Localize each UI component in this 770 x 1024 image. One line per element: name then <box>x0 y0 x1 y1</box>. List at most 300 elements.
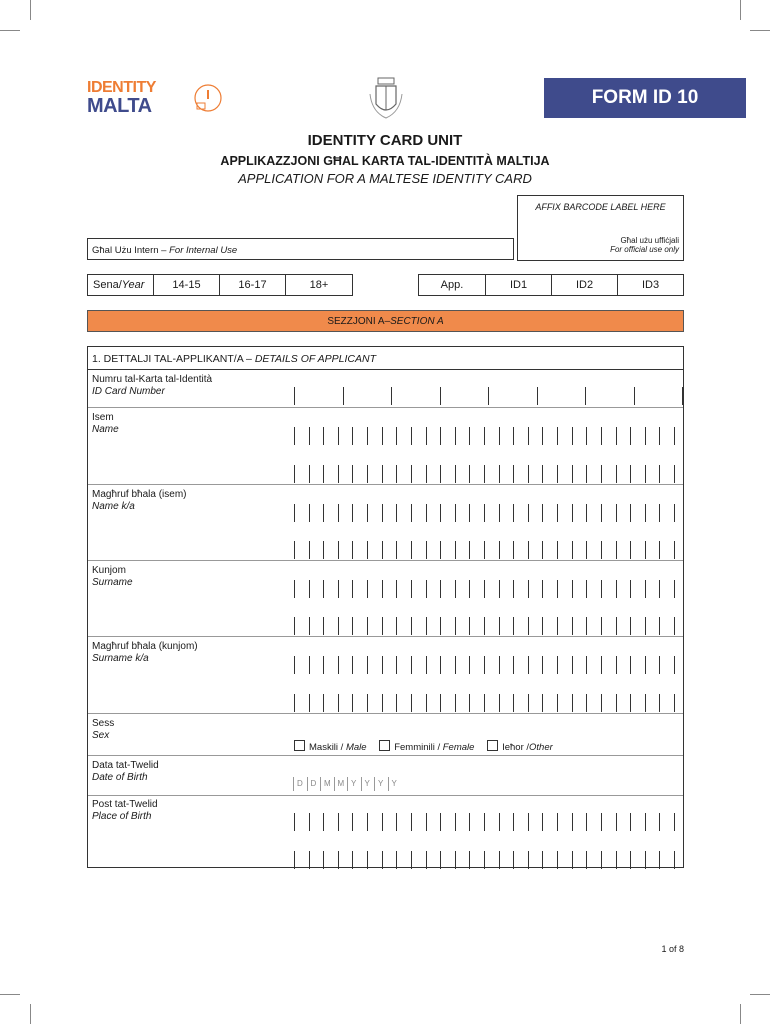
logo-text-identity: IDENTITY <box>87 79 156 96</box>
char-box-divider <box>309 427 310 445</box>
char-box-divider <box>323 504 324 522</box>
crop-mark <box>30 1004 31 1024</box>
char-box-divider <box>616 580 617 598</box>
char-box-divider <box>528 541 529 559</box>
char-box-divider <box>323 427 324 445</box>
surname-ka-input-line2[interactable] <box>294 692 674 712</box>
char-box-divider <box>367 813 368 831</box>
dob-day-1[interactable]: D <box>293 777 307 791</box>
char-box-divider <box>572 580 573 598</box>
name-ka-label-en: Name k/a <box>92 501 135 512</box>
char-box-divider <box>426 504 427 522</box>
char-box-divider <box>382 465 383 483</box>
char-box-divider <box>513 427 514 445</box>
char-box-divider <box>674 694 675 712</box>
char-box-divider <box>309 694 310 712</box>
char-box-divider <box>469 427 470 445</box>
char-box-divider <box>338 851 339 869</box>
char-box-divider <box>542 465 543 483</box>
dob-year-2[interactable]: Y <box>361 777 375 791</box>
page-title: IDENTITY CARD UNIT <box>307 132 463 149</box>
char-box-divider <box>323 813 324 831</box>
char-box-divider <box>309 465 310 483</box>
char-box-divider <box>542 694 543 712</box>
id-box-divider <box>343 387 344 405</box>
char-box-divider <box>411 851 412 869</box>
char-box-divider <box>557 617 558 635</box>
details-heading-en: DETAILS OF APPLICANT <box>254 353 376 365</box>
char-box-divider <box>426 851 427 869</box>
char-box-divider <box>484 427 485 445</box>
year-label-en: Year <box>121 279 145 291</box>
surname-ka-label-en: Surname k/a <box>92 653 149 664</box>
char-box-divider <box>616 656 617 674</box>
char-box-divider <box>659 813 660 831</box>
char-box-divider <box>382 580 383 598</box>
char-box-divider <box>659 694 660 712</box>
char-box-divider <box>542 656 543 674</box>
char-box-divider <box>499 580 500 598</box>
sex-option-female[interactable]: Femminili / Female <box>379 742 474 753</box>
char-box-divider <box>367 851 368 869</box>
char-box-divider <box>411 427 412 445</box>
char-box-divider <box>513 580 514 598</box>
char-box-divider <box>367 580 368 598</box>
char-box-divider <box>294 465 295 483</box>
char-box-divider <box>528 617 529 635</box>
sex-option-male-label: Maskili <box>309 742 339 753</box>
year-option-14-15[interactable]: 14-15 <box>153 274 220 296</box>
char-box-divider <box>630 617 631 635</box>
char-box-divider <box>513 465 514 483</box>
char-box-divider <box>396 541 397 559</box>
char-box-divider <box>601 851 602 869</box>
sex-option-female-label-en: Female <box>442 742 475 753</box>
name-ka-input-line1[interactable] <box>294 502 674 522</box>
char-box-divider <box>396 580 397 598</box>
char-box-divider <box>572 465 573 483</box>
id-box-divider <box>585 387 586 405</box>
name-ka-input-line2[interactable] <box>294 539 674 559</box>
char-box-divider <box>338 465 339 483</box>
char-box-divider <box>338 694 339 712</box>
char-box-divider <box>586 580 587 598</box>
char-box-divider <box>338 813 339 831</box>
page-title-en: APPLICATION FOR A MALTESE IDENTITY CARD <box>238 171 532 186</box>
surname-label-en: Surname <box>92 577 133 588</box>
char-box-divider <box>455 580 456 598</box>
char-box-divider <box>469 851 470 869</box>
char-box-divider <box>542 504 543 522</box>
crop-mark <box>750 994 770 995</box>
surname-input-line1[interactable] <box>294 578 674 598</box>
char-box-divider <box>572 813 573 831</box>
char-box-divider <box>528 580 529 598</box>
char-box-divider <box>396 851 397 869</box>
char-box-divider <box>455 694 456 712</box>
char-box-divider <box>352 427 353 445</box>
char-box-divider <box>542 541 543 559</box>
char-box-divider <box>382 541 383 559</box>
char-box-divider <box>557 427 558 445</box>
char-box-divider <box>645 813 646 831</box>
char-box-divider <box>601 427 602 445</box>
surname-input-line2[interactable] <box>294 615 674 635</box>
char-box-divider <box>440 694 441 712</box>
char-box-divider <box>426 427 427 445</box>
char-box-divider <box>382 617 383 635</box>
dob-input[interactable] <box>293 777 401 791</box>
pob-input-line1[interactable] <box>294 811 674 831</box>
char-box-divider <box>440 465 441 483</box>
char-box-divider <box>542 813 543 831</box>
char-box-divider <box>645 465 646 483</box>
char-box-divider <box>440 617 441 635</box>
char-box-divider <box>499 813 500 831</box>
year-option-16-17[interactable]: 16-17 <box>219 274 286 296</box>
char-box-divider <box>630 580 631 598</box>
char-box-divider <box>352 656 353 674</box>
char-box-divider <box>294 504 295 522</box>
char-box-divider <box>323 694 324 712</box>
char-box-divider <box>469 656 470 674</box>
char-box-divider <box>294 851 295 869</box>
char-box-divider <box>396 617 397 635</box>
char-box-divider <box>484 465 485 483</box>
char-box-divider <box>586 465 587 483</box>
char-box-divider <box>411 656 412 674</box>
char-box-divider <box>616 504 617 522</box>
char-box-divider <box>586 694 587 712</box>
char-box-divider <box>396 427 397 445</box>
checkbox-other[interactable] <box>487 740 498 751</box>
char-box-divider <box>294 580 295 598</box>
char-box-divider <box>294 813 295 831</box>
pob-input-line2[interactable] <box>294 849 674 869</box>
char-box-divider <box>469 465 470 483</box>
char-box-divider <box>338 617 339 635</box>
char-box-divider <box>396 504 397 522</box>
dob-label-en: Date of Birth <box>92 772 148 783</box>
identity-malta-logo <box>87 80 156 116</box>
char-box-divider <box>630 694 631 712</box>
name-ka-label: Magħruf bħala (isem) <box>92 489 187 500</box>
crop-mark <box>740 1004 741 1024</box>
section-separator: – <box>384 315 391 327</box>
char-box-divider <box>294 427 295 445</box>
checkbox-male[interactable] <box>294 740 305 751</box>
char-box-divider <box>586 541 587 559</box>
char-box-divider <box>499 851 500 869</box>
char-box-divider <box>367 427 368 445</box>
char-box-divider <box>586 617 587 635</box>
surname-ka-input-line1[interactable] <box>294 654 674 674</box>
char-box-divider <box>323 541 324 559</box>
char-box-divider <box>659 465 660 483</box>
sex-label-en: Sex <box>92 730 110 741</box>
char-box-divider <box>601 656 602 674</box>
char-box-divider <box>309 813 310 831</box>
internal-use-label-en: For Internal Use <box>169 245 238 256</box>
char-box-divider <box>440 813 441 831</box>
char-box-divider <box>513 617 514 635</box>
char-box-divider <box>455 427 456 445</box>
code-id2[interactable]: ID2 <box>551 274 618 296</box>
char-box-divider <box>674 504 675 522</box>
year-label-cell: Sena / Year <box>87 274 154 296</box>
char-box-divider <box>586 427 587 445</box>
char-box-divider <box>352 851 353 869</box>
barcode-label: AFFIX BARCODE LABEL HERE <box>535 202 666 212</box>
char-box-divider <box>542 617 543 635</box>
id-card-number-input[interactable] <box>294 385 674 405</box>
char-box-divider <box>601 541 602 559</box>
char-box-divider <box>499 694 500 712</box>
char-box-divider <box>630 504 631 522</box>
char-box-divider <box>513 851 514 869</box>
char-box-divider <box>309 656 310 674</box>
char-box-divider <box>367 504 368 522</box>
char-box-divider <box>572 504 573 522</box>
char-box-divider <box>455 813 456 831</box>
surname-ka-label: Magħruf bħala (kunjom) <box>92 641 198 652</box>
char-box-divider <box>513 656 514 674</box>
char-box-divider <box>352 504 353 522</box>
char-box-divider <box>528 694 529 712</box>
crop-mark <box>0 994 20 995</box>
id-box-divider <box>537 387 538 405</box>
crop-mark <box>740 0 741 20</box>
char-box-divider <box>469 541 470 559</box>
char-box-divider <box>396 694 397 712</box>
char-box-divider <box>469 580 470 598</box>
char-box-divider <box>367 694 368 712</box>
char-box-divider <box>572 851 573 869</box>
sex-option-other[interactable]: Ieħor /Other <box>487 742 553 753</box>
char-box-divider <box>338 427 339 445</box>
char-box-divider <box>382 504 383 522</box>
char-box-divider <box>323 580 324 598</box>
details-heading-mt: 1. DETTALJI TAL-APPLIKANT/A <box>92 353 244 365</box>
char-box-divider <box>469 694 470 712</box>
char-box-divider <box>484 504 485 522</box>
char-box-divider <box>352 813 353 831</box>
char-box-divider <box>557 851 558 869</box>
char-box-divider <box>630 427 631 445</box>
char-box-divider <box>455 851 456 869</box>
internal-use-box <box>87 238 514 260</box>
char-box-divider <box>499 427 500 445</box>
char-box-divider <box>659 541 660 559</box>
name-input-line2[interactable] <box>294 463 674 483</box>
name-input-line1[interactable] <box>294 425 674 445</box>
char-box-divider <box>396 813 397 831</box>
char-box-divider <box>294 694 295 712</box>
coat-of-arms-icon <box>368 76 404 120</box>
char-box-divider <box>352 694 353 712</box>
code-id1[interactable]: ID1 <box>485 274 552 296</box>
pob-label-en: Place of Birth <box>92 811 152 822</box>
official-use-label-en: For official use only <box>610 245 679 254</box>
sex-option-female-label: Femminili <box>394 742 435 753</box>
char-box-divider <box>338 541 339 559</box>
char-box-divider <box>616 465 617 483</box>
char-box-divider <box>323 851 324 869</box>
dob-day-2[interactable]: D <box>307 777 321 791</box>
crop-mark <box>750 30 770 31</box>
char-box-divider <box>557 504 558 522</box>
char-box-divider <box>513 541 514 559</box>
char-box-divider <box>659 504 660 522</box>
char-box-divider <box>396 465 397 483</box>
char-box-divider <box>338 504 339 522</box>
code-id3[interactable]: ID3 <box>617 274 684 296</box>
char-box-divider <box>396 656 397 674</box>
dob-month-1[interactable]: M <box>320 777 334 791</box>
details-heading <box>92 353 376 365</box>
char-box-divider <box>674 813 675 831</box>
char-box-divider <box>616 813 617 831</box>
char-box-divider <box>674 851 675 869</box>
char-box-divider <box>309 541 310 559</box>
char-box-divider <box>528 813 529 831</box>
code-app[interactable]: App. <box>418 274 486 296</box>
char-box-divider <box>455 465 456 483</box>
char-box-divider <box>528 427 529 445</box>
dob-label: Data tat-Twelid <box>92 760 159 771</box>
char-box-divider <box>659 580 660 598</box>
name-label-en: Name <box>92 424 119 435</box>
dob-year-3[interactable]: Y <box>374 777 388 791</box>
char-box-divider <box>528 504 529 522</box>
char-box-divider <box>455 541 456 559</box>
char-box-divider <box>659 427 660 445</box>
char-box-divider <box>382 656 383 674</box>
section-label-en: SECTION A <box>390 315 444 327</box>
char-box-divider <box>601 465 602 483</box>
char-box-divider <box>426 813 427 831</box>
char-box-divider <box>674 465 675 483</box>
char-box-divider <box>426 465 427 483</box>
char-box-divider <box>499 541 500 559</box>
section-a-bar <box>87 310 684 332</box>
char-box-divider <box>572 427 573 445</box>
char-box-divider <box>601 694 602 712</box>
dob-year-4[interactable]: Y <box>388 777 402 791</box>
char-box-divider <box>674 580 675 598</box>
char-box-divider <box>382 694 383 712</box>
char-box-divider <box>309 851 310 869</box>
char-box-divider <box>338 580 339 598</box>
char-box-divider <box>572 694 573 712</box>
char-box-divider <box>601 813 602 831</box>
official-use-label: Għal użu uffiċjali <box>620 236 679 245</box>
sex-option-male-label-en: Male <box>345 742 367 753</box>
char-box-divider <box>586 504 587 522</box>
sex-option-male[interactable]: Maskili / Male <box>294 742 367 753</box>
char-box-divider <box>484 656 485 674</box>
section-label: SEZZJONI A <box>327 315 385 327</box>
id-box-divider <box>440 387 441 405</box>
char-box-divider <box>674 656 675 674</box>
id-box-divider <box>488 387 489 405</box>
char-box-divider <box>630 465 631 483</box>
char-box-divider <box>542 427 543 445</box>
char-box-divider <box>630 541 631 559</box>
char-box-divider <box>572 617 573 635</box>
year-label: Sena <box>93 279 119 291</box>
char-box-divider <box>455 656 456 674</box>
char-box-divider <box>542 851 543 869</box>
checkbox-female[interactable] <box>379 740 390 751</box>
sex-option-other-label: Ieħor <box>502 742 524 753</box>
id-box-divider <box>682 387 683 405</box>
char-box-divider <box>440 541 441 559</box>
char-box-divider <box>411 504 412 522</box>
sex-option-other-label-en: Other <box>529 742 553 753</box>
char-box-divider <box>645 851 646 869</box>
char-box-divider <box>352 465 353 483</box>
char-box-divider <box>586 656 587 674</box>
char-box-divider <box>557 656 558 674</box>
char-box-divider <box>440 504 441 522</box>
char-box-divider <box>367 656 368 674</box>
dob-month-2[interactable]: M <box>334 777 348 791</box>
char-box-divider <box>659 656 660 674</box>
char-box-divider <box>382 427 383 445</box>
form-id-tag: FORM ID 10 <box>544 78 746 118</box>
char-box-divider <box>484 694 485 712</box>
char-box-divider <box>528 656 529 674</box>
char-box-divider <box>645 541 646 559</box>
page-title-mt: APPLIKAZZJONI GĦAL KARTA TAL-IDENTITÀ MALTIJA <box>220 154 550 168</box>
char-box-divider <box>426 541 427 559</box>
char-box-divider <box>469 617 470 635</box>
char-box-divider <box>630 656 631 674</box>
char-box-divider <box>352 580 353 598</box>
barcode-box[interactable] <box>517 195 684 261</box>
char-box-divider <box>309 504 310 522</box>
char-box-divider <box>469 504 470 522</box>
name-label: Isem <box>92 412 114 423</box>
char-box-divider <box>557 813 558 831</box>
char-box-divider <box>426 694 427 712</box>
char-box-divider <box>557 694 558 712</box>
char-box-divider <box>513 504 514 522</box>
char-box-divider <box>499 656 500 674</box>
char-box-divider <box>674 427 675 445</box>
char-box-divider <box>484 617 485 635</box>
char-box-divider <box>513 694 514 712</box>
char-box-divider <box>484 851 485 869</box>
char-box-divider <box>440 580 441 598</box>
char-box-divider <box>484 541 485 559</box>
char-box-divider <box>294 656 295 674</box>
char-box-divider <box>499 465 500 483</box>
char-box-divider <box>499 504 500 522</box>
char-box-divider <box>426 580 427 598</box>
logo-text-malta: MALTA <box>87 95 152 117</box>
char-box-divider <box>484 813 485 831</box>
year-option-18-plus[interactable]: 18+ <box>285 274 353 296</box>
char-box-divider <box>484 580 485 598</box>
char-box-divider <box>616 541 617 559</box>
dob-year-1[interactable]: Y <box>347 777 361 791</box>
char-box-divider <box>455 504 456 522</box>
char-box-divider <box>601 617 602 635</box>
char-box-divider <box>411 617 412 635</box>
char-box-divider <box>367 465 368 483</box>
